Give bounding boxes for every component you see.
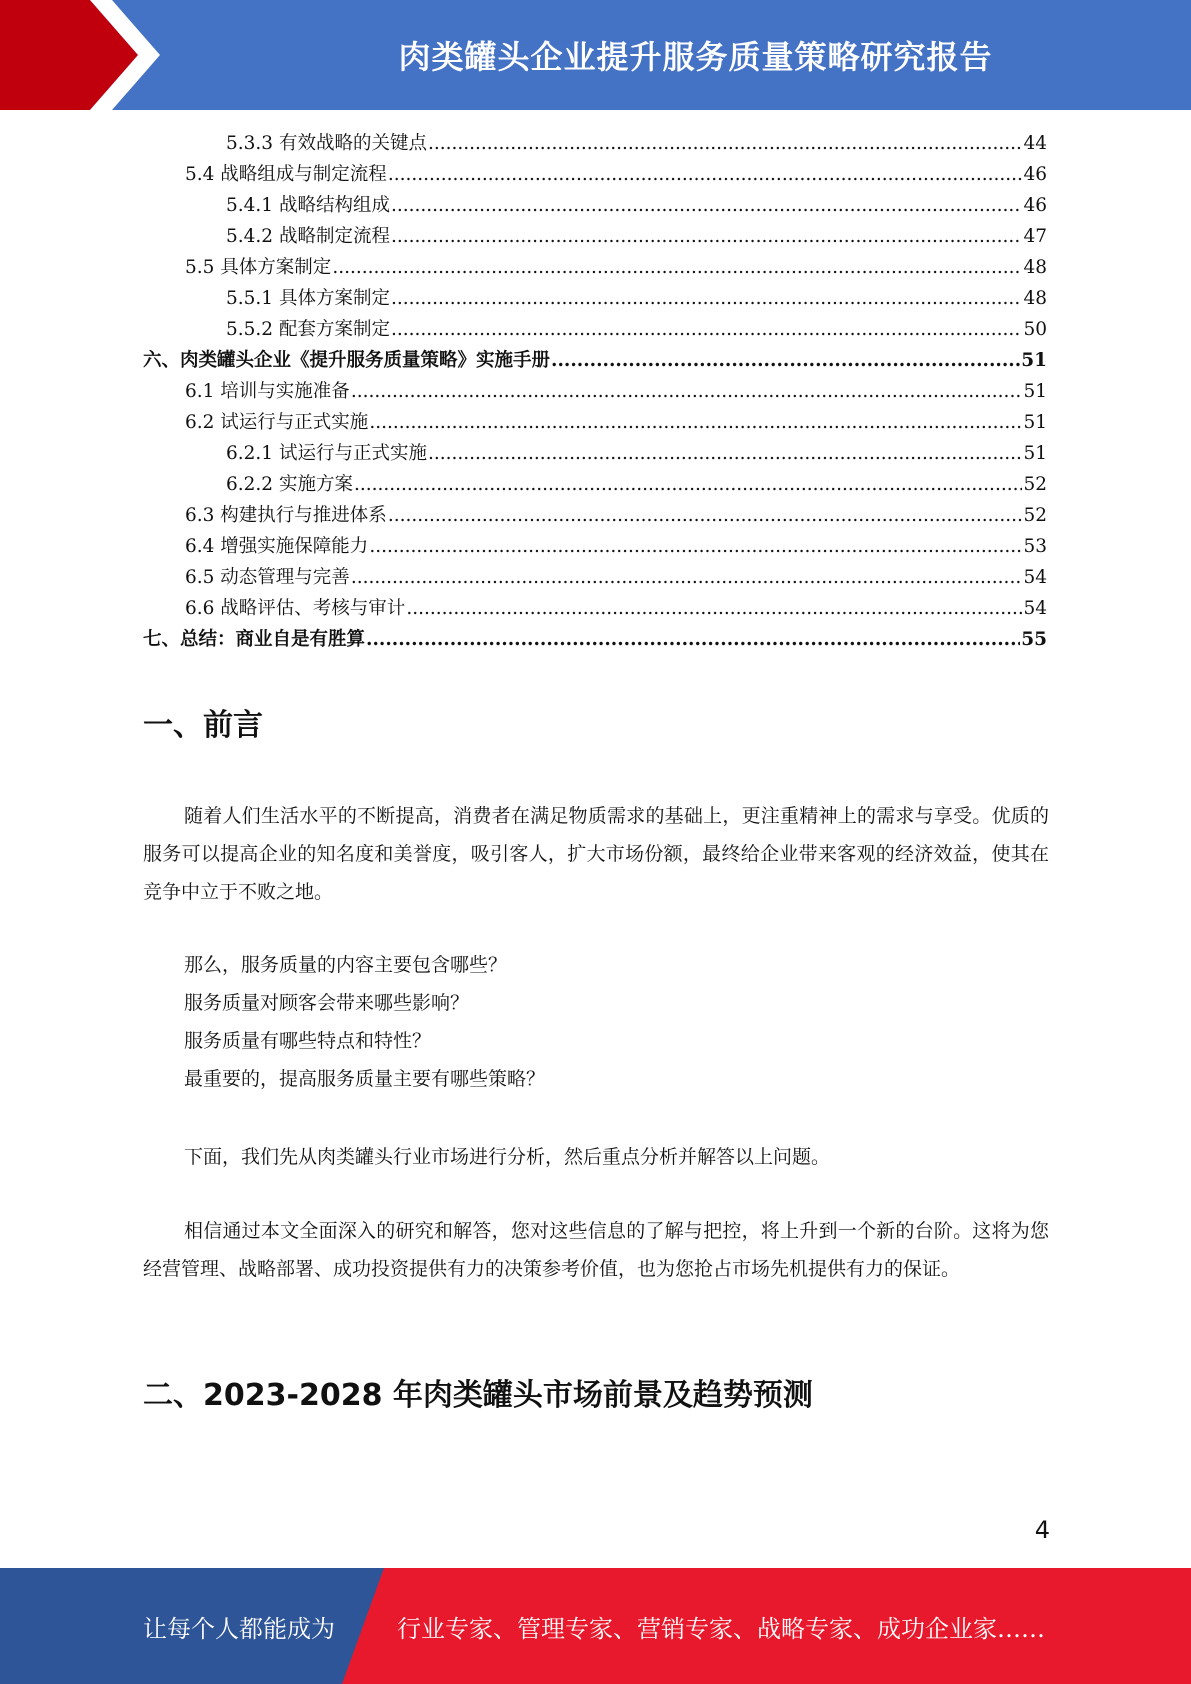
toc-leader-dots — [388, 500, 1023, 531]
toc-entry-page: 54 — [1023, 598, 1047, 619]
toc-entry[interactable] — [143, 438, 1047, 469]
toc-leader-dots — [351, 376, 1023, 407]
toc-entry-page: 52 — [1023, 505, 1047, 526]
toc-entry-page: 51 — [1021, 350, 1047, 371]
toc-entry[interactable] — [143, 314, 1047, 345]
toc-entry-title: 六、肉类罐头企业《提升服务质量策略》实施手册 — [143, 350, 551, 371]
toc-entry-title: 6.3 构建执行与推进体系 — [185, 505, 387, 526]
toc-leader-dots — [369, 407, 1022, 438]
toc-entry-page: 55 — [1021, 629, 1047, 650]
toc-leader-dots — [351, 562, 1023, 593]
toc-entry-title: 5.5 具体方案制定 — [185, 257, 332, 278]
toc-entry[interactable] — [143, 562, 1047, 593]
question-1: 那么，服务质量的内容主要包含哪些？ — [184, 954, 508, 976]
toc-entry-title: 5.5.2 配套方案制定 — [226, 319, 390, 340]
toc-entry[interactable] — [143, 624, 1047, 655]
toc-entry-title: 6.2 试运行与正式实施 — [185, 412, 369, 433]
table-of-contents — [143, 128, 1047, 655]
preface-paragraph-1: 随着人们生活水平的不断提高，消费者在满足物质需求的基础上，更注重精神上的需求与享受。优质的服务可以提高企业的知名度和美誉度，吸引客人，扩大市场份额，最终给企业带来客观的经济效益，使其在竞争中立于不败之地。 — [143, 805, 1049, 903]
toc-leader-dots — [551, 345, 1020, 376]
toc-entry-title: 6.1 培训与实施准备 — [185, 381, 350, 402]
toc-entry-title: 6.5 动态管理与完善 — [185, 567, 350, 588]
toc-entry[interactable] — [143, 283, 1047, 314]
footer-slogan-left: 让每个人都能成为 — [143, 1614, 335, 1643]
toc-leader-dots — [354, 469, 1023, 500]
toc-leader-dots — [391, 221, 1022, 252]
toc-entry-page: 44 — [1023, 133, 1047, 154]
toc-entry-title: 5.4 战略组成与制定流程 — [185, 164, 387, 185]
toc-entry-page: 51 — [1023, 381, 1047, 402]
toc-entry-title: 七、总结：商业自是有胜算 — [143, 629, 366, 650]
toc-leader-dots — [369, 531, 1022, 562]
toc-entry[interactable] — [143, 159, 1047, 190]
page-footer — [0, 1568, 1191, 1684]
toc-leader-dots — [391, 314, 1022, 345]
toc-entry[interactable] — [143, 345, 1047, 376]
question-4: 最重要的，提高服务质量主要有哪些策略？ — [184, 1068, 546, 1090]
toc-entry-page: 50 — [1023, 319, 1047, 340]
toc-entry-title: 6.6 战略评估、考核与审计 — [185, 598, 406, 619]
toc-entry-page: 51 — [1023, 443, 1047, 464]
toc-entry[interactable] — [143, 128, 1047, 159]
question-3: 服务质量有哪些特点和特性？ — [184, 1030, 432, 1052]
toc-entry[interactable] — [143, 376, 1047, 407]
toc-entry[interactable] — [143, 221, 1047, 252]
toc-entry-page: 51 — [1023, 412, 1047, 433]
toc-entry[interactable] — [143, 407, 1047, 438]
page-number: 4 — [1034, 1516, 1050, 1544]
toc-entry-page: 54 — [1023, 567, 1047, 588]
question-2: 服务质量对顾客会带来哪些影响？ — [184, 992, 470, 1014]
toc-leader-dots — [332, 252, 1022, 283]
toc-entry-page: 48 — [1023, 257, 1047, 278]
toc-entry-page: 46 — [1023, 164, 1047, 185]
page-header — [0, 0, 1191, 110]
toc-entry-title: 6.4 增强实施保障能力 — [185, 536, 369, 557]
toc-entry-title: 6.2.1 试运行与正式实施 — [226, 443, 427, 464]
toc-leader-dots — [391, 283, 1022, 314]
toc-leader-dots — [366, 624, 1020, 655]
toc-entry-title: 5.3.3 有效战略的关键点 — [226, 133, 427, 154]
toc-entry[interactable] — [143, 500, 1047, 531]
toc-entry[interactable] — [143, 190, 1047, 221]
toc-leader-dots — [391, 190, 1022, 221]
preface-paragraph-2: 下面，我们先从肉类罐头行业市场进行分析，然后重点分析并解答以上问题。 — [184, 1146, 831, 1168]
toc-entry-title: 5.4.1 战略结构组成 — [226, 195, 390, 216]
toc-entry-title: 6.2.2 实施方案 — [226, 474, 353, 495]
toc-entry[interactable] — [143, 531, 1047, 562]
toc-leader-dots — [388, 159, 1023, 190]
toc-entry[interactable] — [143, 252, 1047, 283]
toc-entry-page: 47 — [1023, 226, 1047, 247]
toc-entry-page: 52 — [1023, 474, 1047, 495]
header-arrow-decoration — [0, 0, 200, 110]
toc-entry-page: 46 — [1023, 195, 1047, 216]
toc-leader-dots — [428, 438, 1022, 469]
section-heading-preface: 一、前言 — [143, 708, 263, 743]
toc-entry-page: 53 — [1023, 536, 1047, 557]
preface-paragraph-3: 相信通过本文全面深入的研究和解答，您对这些信息的了解与把控，将上升到一个新的台阶。这将为您经营管理、战略部署、成功投资提供有力的决策参考价值，也为您抢占市场先机提供有力的保证。 — [143, 1220, 1049, 1280]
report-title: 肉类罐头企业提升服务质量策略研究报告 — [398, 38, 993, 76]
toc-leader-dots — [406, 593, 1022, 624]
toc-entry-title: 5.5.1 具体方案制定 — [226, 288, 390, 309]
section-heading-market-forecast: 二、2023-2028 年肉类罐头市场前景及趋势预测 — [143, 1378, 813, 1413]
toc-entry[interactable] — [143, 593, 1047, 624]
toc-leader-dots — [428, 128, 1022, 159]
toc-entry-page: 48 — [1023, 288, 1047, 309]
toc-entry[interactable] — [143, 469, 1047, 500]
toc-entry-title: 5.4.2 战略制定流程 — [226, 226, 390, 247]
footer-slogan-right: 行业专家、管理专家、营销专家、战略专家、成功企业家…… — [397, 1614, 1045, 1643]
